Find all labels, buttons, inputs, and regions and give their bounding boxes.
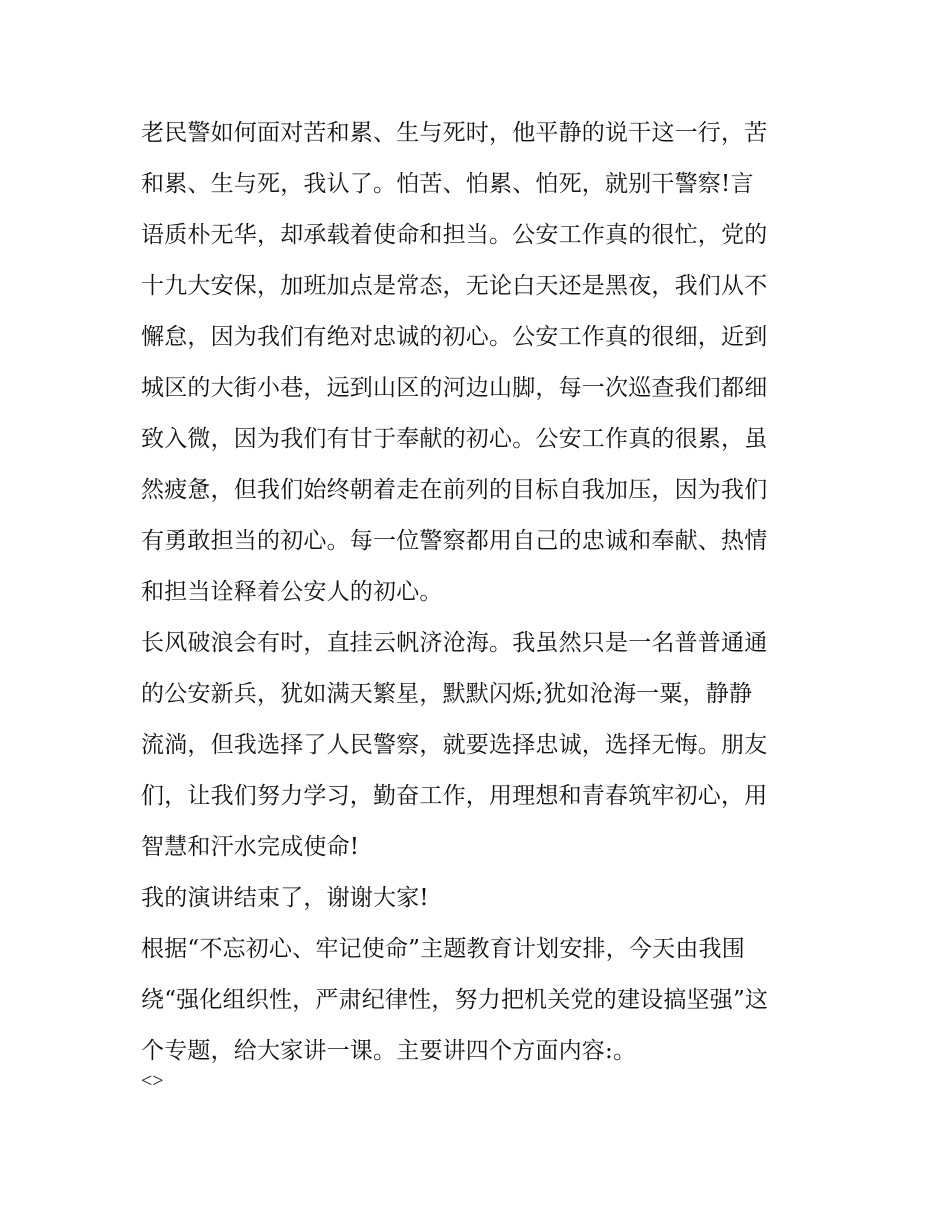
text-line: 语质朴无华，却承载着使命和担当。公安工作真的很忙，党的: [141, 222, 768, 248]
text-line: 致入微，因为我们有甘于奉献的初心。公安工作真的很累，虽: [141, 426, 768, 452]
text-line: 和累、生与死，我认了。怕苦、怕累、怕死，就别干警察!言: [141, 171, 754, 197]
text-line: 绕“强化组织性，严肃纪律性，努力把机关党的建设搞坚强”这: [141, 987, 769, 1013]
text-line: 们，让我们努力学习，勤奋工作，用理想和青春筑牢初心，用: [141, 783, 768, 809]
text-line: 有勇敢担当的初心。每一位警察都用自己的忠诚和奉献、热情: [141, 528, 768, 554]
document-body: [141, 108, 821, 1077]
text-line: 十九大安保，加班加点是常态，无论白天还是黑夜，我们从不: [141, 273, 768, 299]
text-line: 懈怠，因为我们有绝对忠诚的初心。公安工作真的很细，近到: [141, 324, 768, 350]
text-line: 流淌，但我选择了人民警察，就要选择忠诚，选择无悔。朋友: [141, 732, 768, 758]
footer-mark: <>: [141, 1070, 164, 1092]
text-line: 智慧和汗水完成使命!: [141, 834, 360, 860]
text-line: 然疲惫，但我们始终朝着走在前列的目标自我加压，因为我们: [141, 477, 768, 503]
text-line: 个专题，给大家讲一课。主要讲四个方面内容:。: [141, 1038, 637, 1064]
text-line: 根据“不忘初心、牢记使命”主题教育计划安排，今天由我围: [141, 936, 745, 962]
text-line: 城区的大街小巷，远到山区的河边山脚，每一次巡查我们都细: [141, 375, 768, 401]
text-line: 我的演讲结束了，谢谢大家!: [141, 885, 429, 911]
text-line: 长风破浪会有时，直挂云帆济沧海。我虽然只是一名普普通通: [141, 630, 768, 656]
text-line: 老民警如何面对苦和累、生与死时，他平静的说干这一行，苦: [141, 120, 768, 146]
text-line: 的公安新兵，犹如满天繁星，默默闪烁;犹如沧海一粟，静静: [141, 681, 753, 707]
text-line: 和担当诠释着公安人的初心。: [141, 579, 443, 605]
